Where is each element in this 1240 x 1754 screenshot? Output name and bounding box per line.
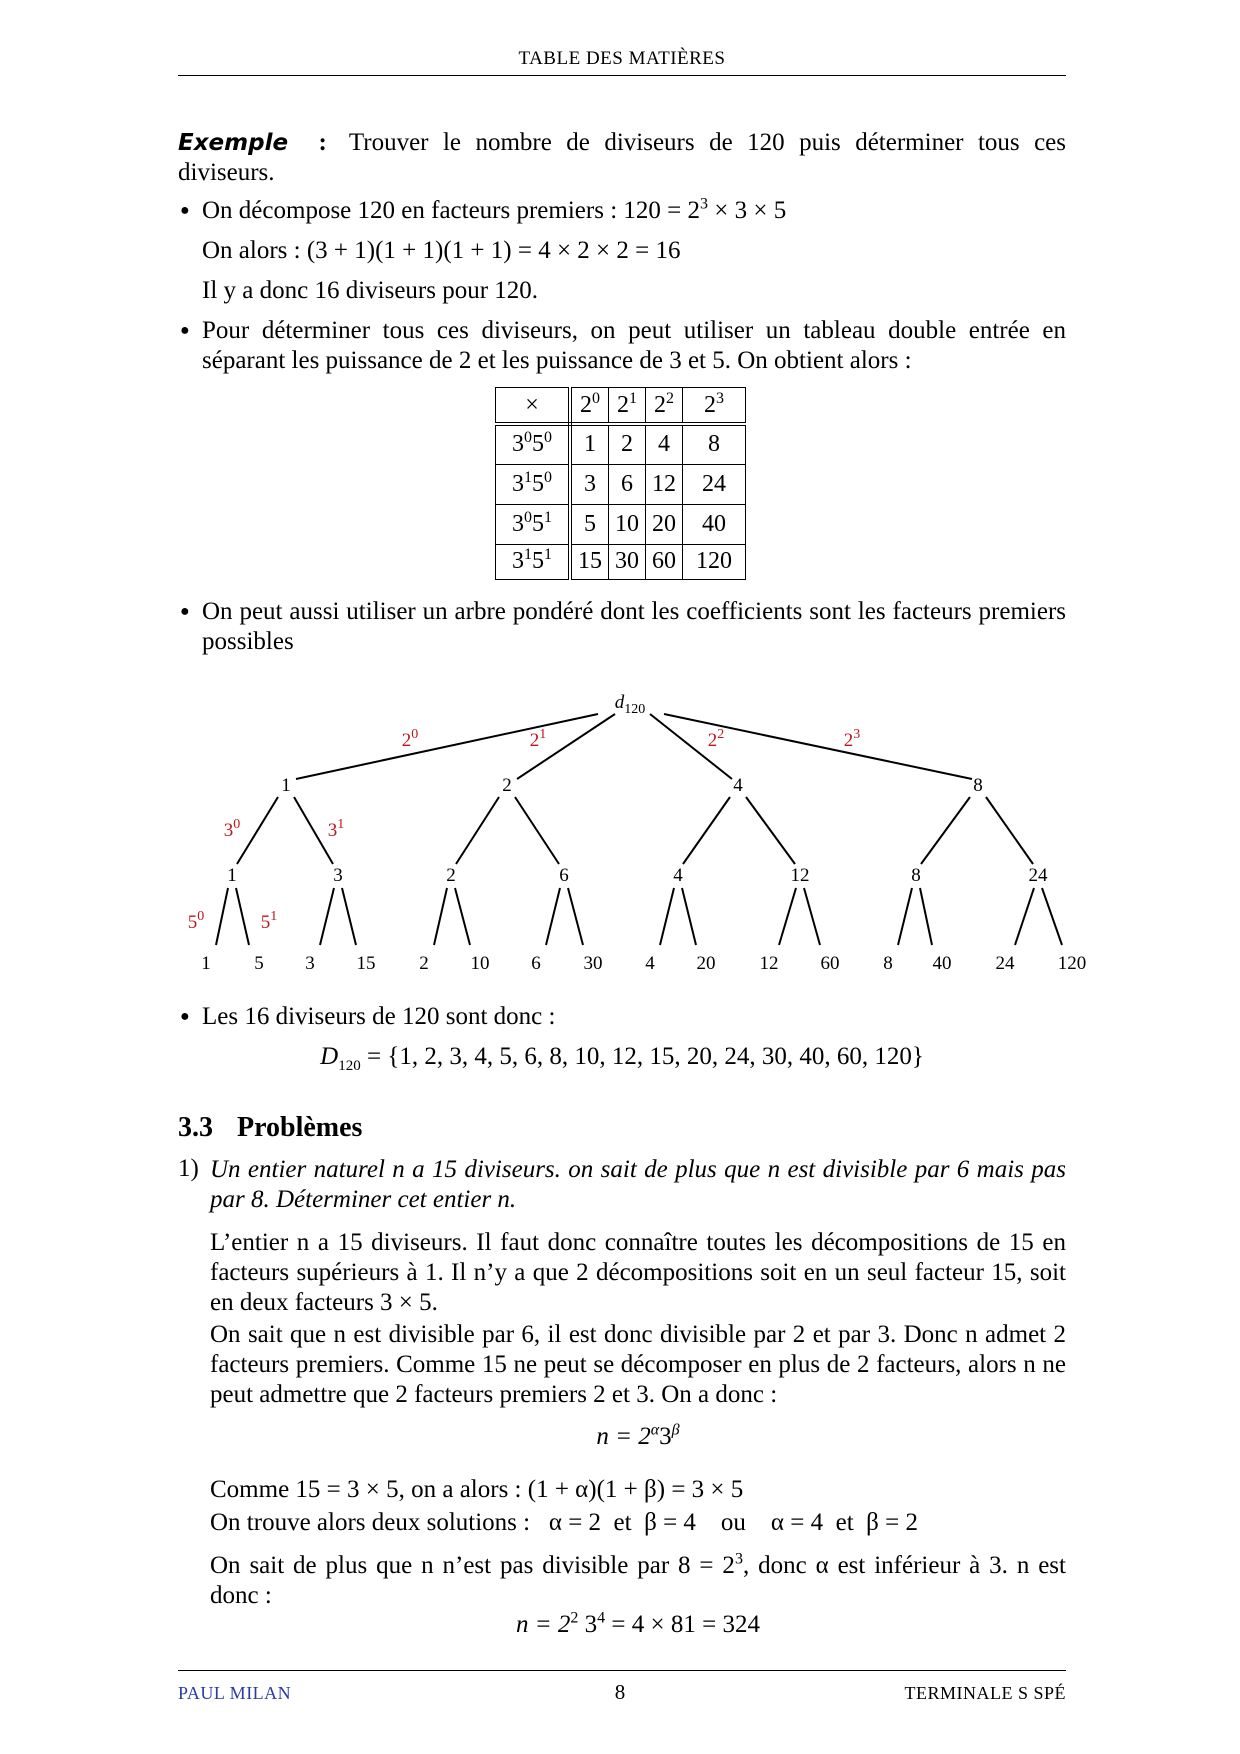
row-header: $3^15^0$ bbox=[496, 464, 571, 504]
tree-edge bbox=[920, 888, 932, 945]
tree-node-level2: 3 bbox=[333, 865, 343, 886]
tree-weight-level3: $5^0$ bbox=[187, 909, 205, 933]
table-cell: 15 bbox=[570, 544, 609, 579]
col-header: $2^1$ bbox=[609, 388, 646, 425]
tree-node-level3: 6 bbox=[531, 953, 541, 974]
tree-node-level2: 24 bbox=[1028, 865, 1048, 886]
table-cell: 2 bbox=[609, 424, 646, 464]
tree-node-level2: 1 bbox=[227, 865, 237, 886]
bullet-decomposition: On décompose 120 en facteurs premiers : $120 = 2^3 \times 3 \times 5$ bbox=[202, 195, 787, 224]
tree-edge bbox=[568, 888, 583, 945]
tree-root: $d_{120}$ bbox=[614, 692, 646, 717]
tree-edge bbox=[546, 888, 560, 945]
tree-node-level3: 10 bbox=[470, 953, 490, 974]
tree-node-level3: 20 bbox=[696, 953, 716, 974]
section-title: Problèmes bbox=[237, 1112, 363, 1143]
tree-edge bbox=[986, 797, 1033, 864]
tree-edge bbox=[1015, 888, 1034, 945]
solution-paragraph-3: On sait de plus que n n’est pas divisible par $8 = 2^3$, donc α est inférieur à 3. n est donc : bbox=[210, 1550, 1066, 1609]
footer-rule bbox=[178, 1670, 1066, 1671]
tree-weight-level3: $5^1$ bbox=[260, 909, 278, 933]
table-cell: 6 bbox=[609, 464, 646, 504]
example-statement: Exemple : Trouver le nombre de diviseurs de 120 puis déterminer tous ces diviseurs. bbox=[178, 129, 1067, 186]
tree-edge bbox=[921, 797, 970, 864]
row-header: $3^15^1$ bbox=[496, 544, 571, 579]
bullet-dot: ● bbox=[180, 322, 190, 339]
section-number: 3.3 bbox=[178, 1112, 213, 1143]
table-cell: 10 bbox=[609, 504, 646, 544]
table-cell: 4 bbox=[646, 424, 683, 464]
tree-node-level3: 60 bbox=[820, 953, 840, 974]
row-header: $3^05^0$ bbox=[496, 424, 571, 464]
tree-node-level3: 30 bbox=[583, 953, 603, 974]
solution-line-product: Comme 15 = 3 × 5, on a alors : (1 + α)(1 + β) = 3 × 5 bbox=[210, 1476, 744, 1503]
tree-node-level3: 3 bbox=[305, 953, 315, 974]
problem-number: 1) bbox=[178, 1155, 199, 1182]
table-cell: 30 bbox=[609, 544, 646, 579]
tree-node-level2: 6 bbox=[559, 865, 569, 886]
tree-edge bbox=[804, 888, 820, 945]
tree-weight-level1: $2^1$ bbox=[529, 727, 547, 751]
tree-edge bbox=[236, 888, 249, 945]
tree-edge bbox=[515, 797, 559, 864]
tree-edge bbox=[650, 714, 732, 779]
row-header: $3^05^1$ bbox=[496, 504, 571, 544]
bullet-tree-intro: On peut aussi utiliser un arbre pondéré dont les coefficients sont les facteurs premiers possibles bbox=[202, 598, 1066, 655]
tree-weight-level1: $2^3$ bbox=[843, 727, 861, 751]
tree-edge bbox=[342, 888, 356, 945]
tree-edge bbox=[746, 797, 795, 864]
tree-node-level3: 8 bbox=[883, 953, 893, 974]
footer-class: TERMINALE S SPÉ bbox=[904, 1683, 1066, 1703]
tree-edge bbox=[1042, 888, 1062, 945]
table-cell: 12 bbox=[646, 464, 683, 504]
page-number: 8 bbox=[614, 1680, 626, 1704]
section-heading bbox=[178, 1112, 362, 1144]
table-cell: 20 bbox=[646, 504, 683, 544]
tree-node-level3: 24 bbox=[995, 953, 1015, 974]
col-header: $2^0$ bbox=[570, 388, 609, 425]
tree-node-level3: 4 bbox=[645, 953, 655, 974]
col-header: $2^2$ bbox=[646, 388, 683, 425]
divisor-set: $D_{120} = \{1$, 2, 3, 4, 5, 6, 8, 10, 12, 15, 20, 24, 30, 40, 60, 120} bbox=[320, 1043, 924, 1074]
tree-weight-level2: $3^0$ bbox=[223, 817, 241, 841]
table-cell: 3 bbox=[570, 464, 609, 504]
solution-line-two-solutions: On trouve alors deux solutions : α = 2 et β = 4 ou α = 4 et β = 2 bbox=[210, 1509, 918, 1536]
bullet-table-intro: Pour déterminer tous ces diviseurs, on peut utiliser un tableau double entrée en séparant les puissance de 2 et les puissance de 3 et 5. On obtient alors : bbox=[202, 317, 1066, 374]
table-cell: 40 bbox=[683, 504, 746, 544]
tree-weight-level2: $3^1$ bbox=[327, 817, 345, 841]
tree-node-level3: 15 bbox=[356, 953, 376, 974]
table-cell: 8 bbox=[683, 424, 746, 464]
bullet-divisor-list: Les 16 diviseurs de 120 sont donc : bbox=[202, 1003, 556, 1030]
table-cell: 5 bbox=[570, 504, 609, 544]
tree-node-level3: 40 bbox=[932, 953, 952, 974]
tree-edge bbox=[320, 888, 334, 945]
tree-node-level1: 1 bbox=[281, 775, 291, 796]
tree-node-level3: 12 bbox=[759, 953, 779, 974]
tree-edge bbox=[898, 888, 912, 945]
equation-n-value: $n = 2^2$ $3^4 = 4 \times 81 = 324$ bbox=[516, 1609, 760, 1638]
problem-statement: Un entier naturel n a 15 diviseurs. on sait de plus que n est divisible par 6 mais pas par 8. Déterminer cet entier n. bbox=[210, 1156, 1066, 1213]
table-cell: 24 bbox=[683, 464, 746, 504]
solution-paragraph-2: On sait que n est divisible par 6, il est donc divisible par 2 et par 3. Donc n admet 2 facteurs premiers. Comme 15 ne peut se décomposer en plus de 2 facteurs, alors n ne peut admettre que 2 facteurs premiers 2 et 3. On a donc : bbox=[210, 1321, 1066, 1408]
tree-node-level1: 4 bbox=[733, 775, 743, 796]
tree-edge bbox=[682, 888, 696, 945]
example-label: Exemple bbox=[178, 130, 289, 156]
tree-node-level3: 120 bbox=[1057, 953, 1087, 974]
tree-node-level2: 12 bbox=[790, 865, 810, 886]
equation-n-form: $n = 2^\alpha 3^\beta$ bbox=[596, 1421, 680, 1450]
tree-node-level1: 2 bbox=[502, 775, 512, 796]
tree-node-level3: 2 bbox=[419, 953, 429, 974]
tree-edge bbox=[779, 888, 796, 945]
running-header: TABLE DES MATIÈRES bbox=[518, 48, 726, 69]
col-header: $2^3$ bbox=[683, 388, 746, 425]
tree-edge bbox=[237, 797, 278, 864]
tree-edge bbox=[456, 797, 499, 864]
bullet-dot: ● bbox=[180, 603, 190, 620]
tree-weight-level1: $2^2$ bbox=[707, 727, 725, 751]
tree-edge bbox=[216, 888, 228, 945]
tree-edge bbox=[296, 714, 598, 779]
bullet-dot: ● bbox=[180, 202, 190, 219]
tree-edge bbox=[455, 888, 470, 945]
tree-node-level2: 8 bbox=[911, 865, 921, 886]
bullet-dot: ● bbox=[180, 1008, 190, 1025]
tree-weight-level1: $2^0$ bbox=[401, 727, 419, 751]
tree-node-level3: 5 bbox=[254, 953, 264, 974]
divisor-count-result: Il y a donc 16 diviseurs pour 120. bbox=[202, 277, 539, 304]
divisor-count-formula: On alors : (3 + 1)(1 + 1)(1 + 1) = 4 × 2 × 2 = 16 bbox=[202, 237, 681, 264]
table-corner: × bbox=[496, 388, 571, 425]
tree-node-level2: 4 bbox=[673, 865, 683, 886]
tree-node-level1: 8 bbox=[973, 775, 983, 796]
table-cell: 1 bbox=[570, 424, 609, 464]
table-cell: 120 bbox=[683, 544, 746, 579]
tree-edge bbox=[434, 888, 447, 945]
tree-node-level3: 1 bbox=[201, 953, 211, 974]
footer-author: PAUL MILAN bbox=[178, 1683, 292, 1703]
tree-node-level2: 2 bbox=[446, 865, 456, 886]
solution-paragraph-1: L’entier n a 15 diviseurs. Il faut donc connaître toutes les décompositions de 15 en facteurs supérieurs à 1. Il n’y a que 2 décompositions soit en un seul facteur 15, soit en deux facteurs 3 × 5. bbox=[210, 1229, 1066, 1316]
table-cell: 60 bbox=[646, 544, 683, 579]
tree-edge bbox=[683, 797, 730, 864]
tree-edge bbox=[660, 888, 674, 945]
